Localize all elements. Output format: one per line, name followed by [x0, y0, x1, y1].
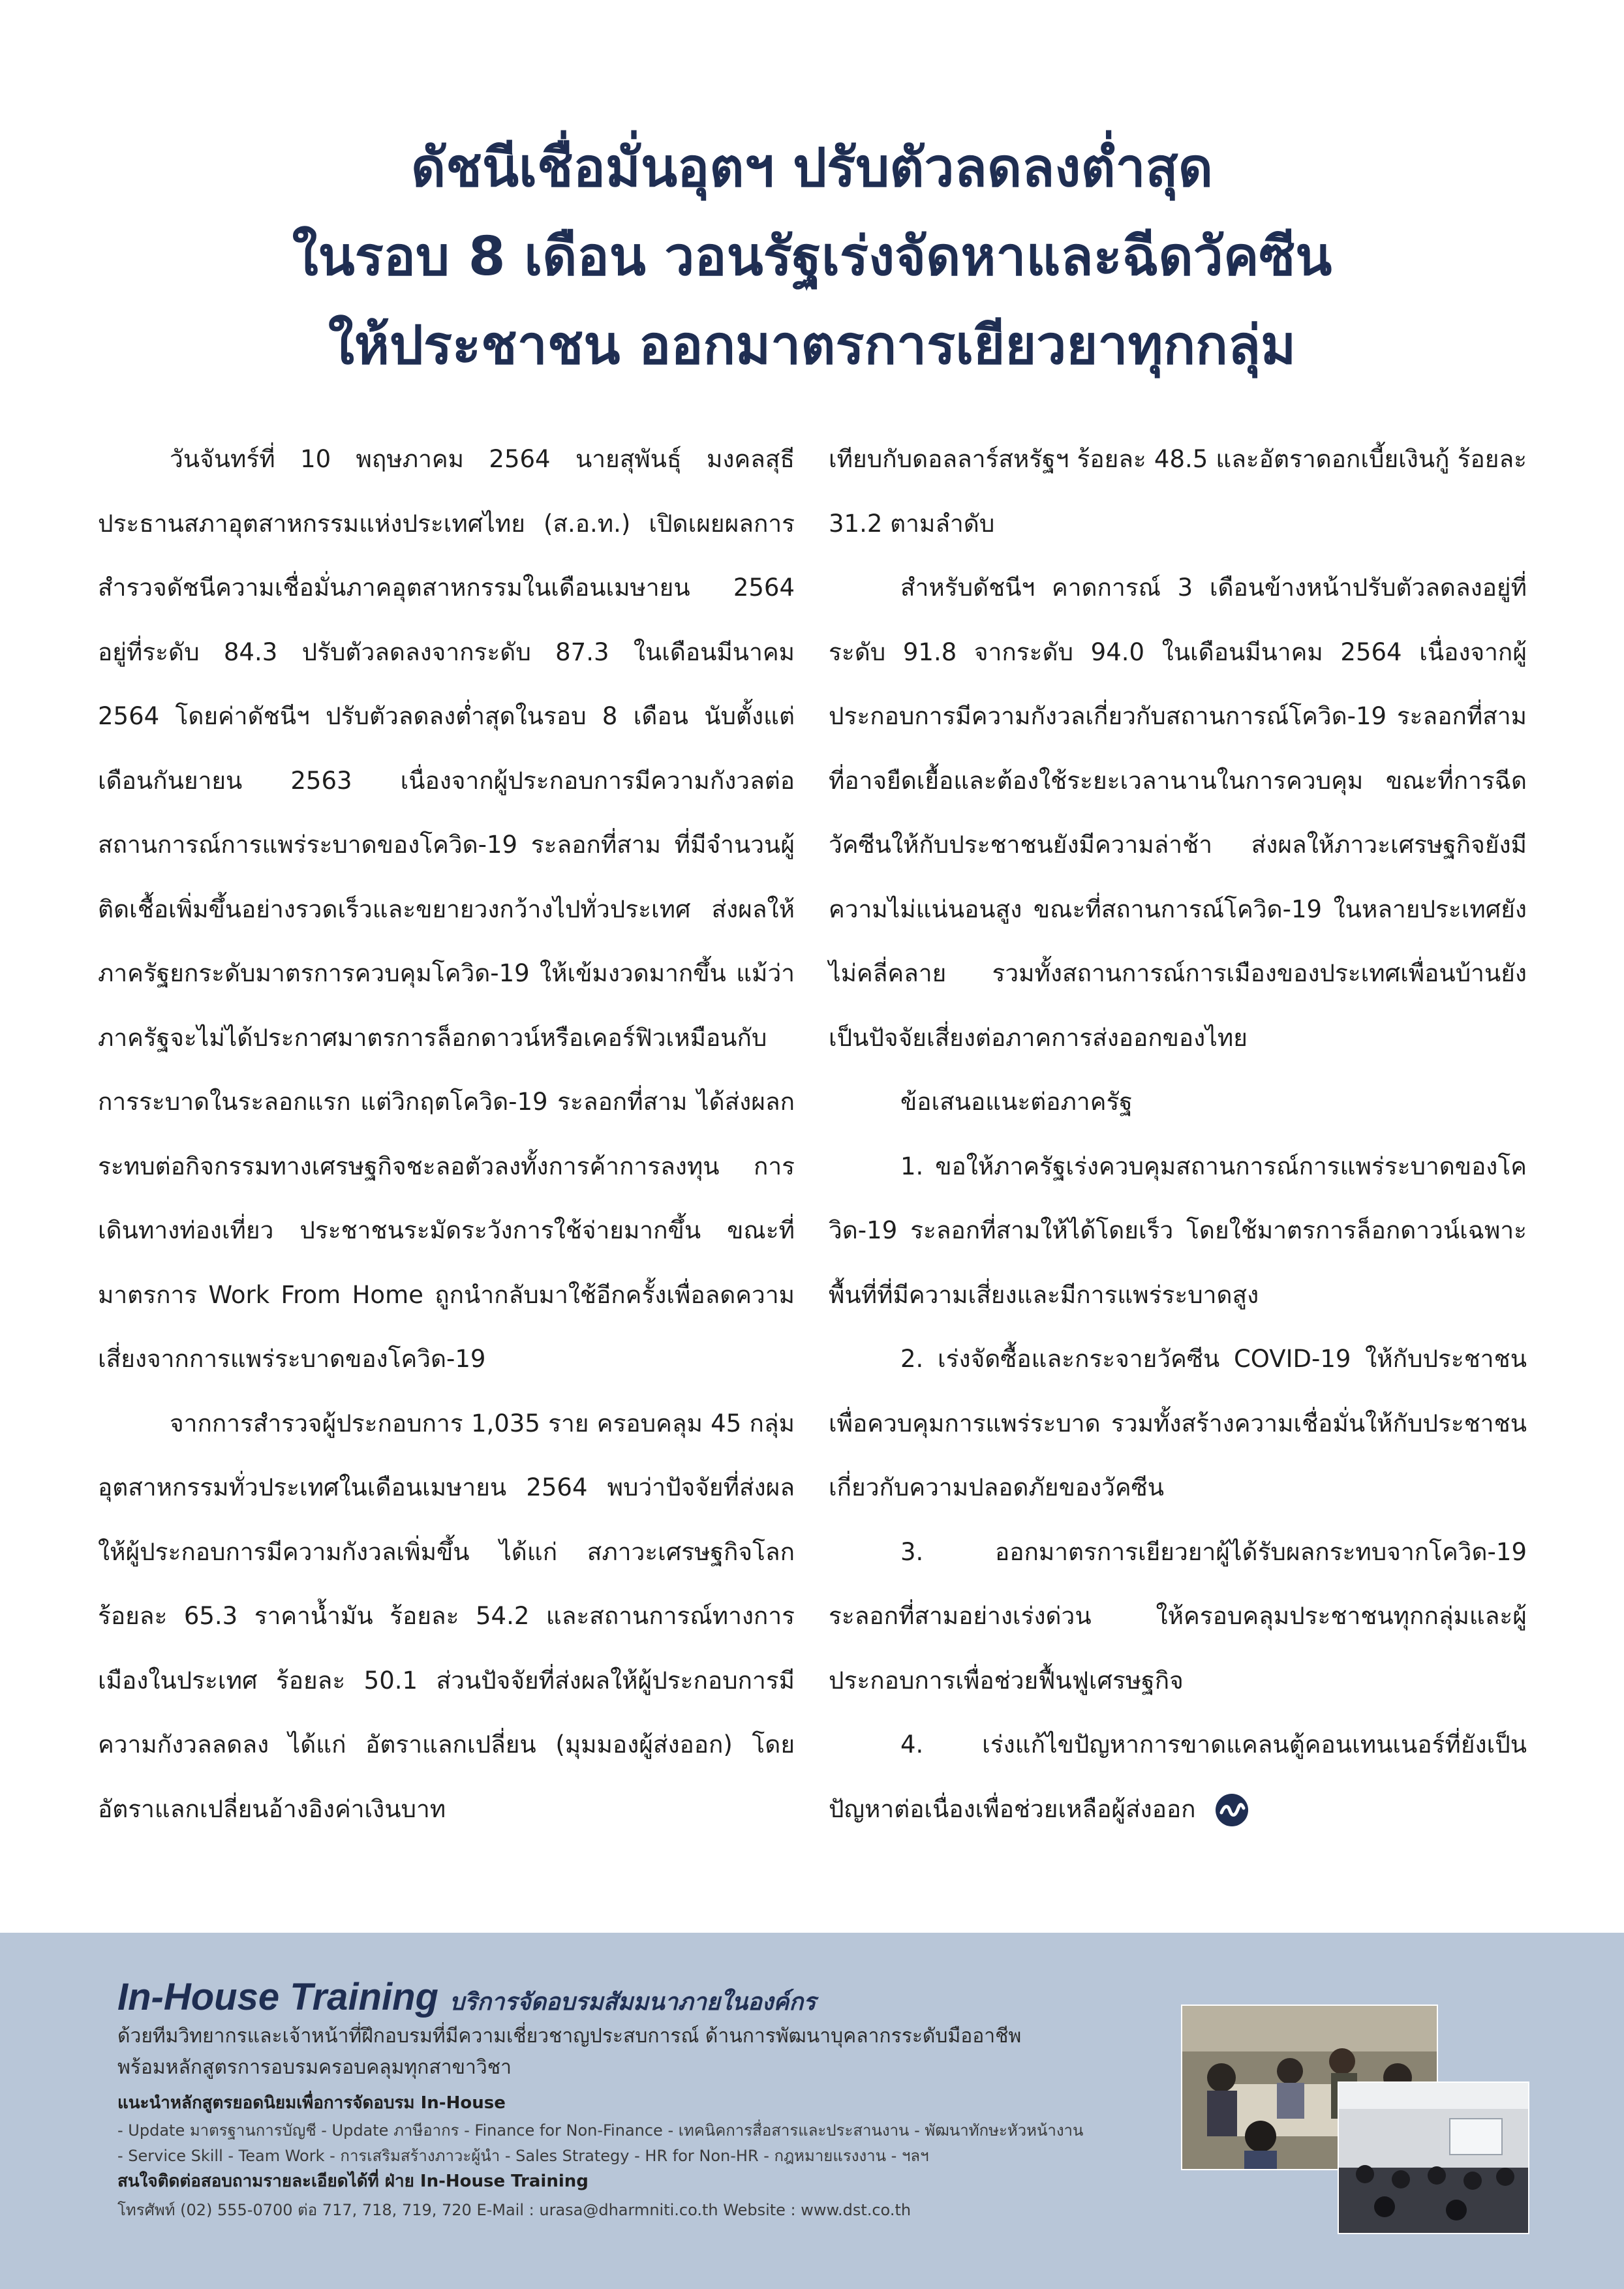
- title-line-3: ให้ประชาชน ออกมาตรการเยียวยาทุกกลุ่ม: [328, 315, 1296, 376]
- title-line-1: ดัชนีเชื่อมั่นอุตฯ ปรับตัวลดลงต่ำสุด: [411, 137, 1213, 199]
- recommendation-item: 1. ขอให้ภาครัฐเร่งควบคุมสถานการณ์การแพร่ระบาดของโควิด-19 ระลอกที่สามให้ได้โดยเร็ว โดยใช้มาตรการล็อกดาวน์เฉพาะพื้นที่ที่มีความเสี่ยงและมีการแพร่ระบาดสูง: [829, 1152, 1527, 1309]
- left-column: [98, 427, 795, 1841]
- recommendations-heading: ข้อเสนอแนะต่อภาครัฐ: [900, 1088, 1133, 1116]
- paragraph: สำหรับดัชนีฯ คาดการณ์ 3 เดือนข้างหน้าปรับตัวลดลงอยู่ที่ระดับ 91.8 จากระดับ 94.0 ในเดือนมีนาคม 2564 เนื่องจากผู้ประกอบการมีความกังวลเกี่ยวกับสถานการณ์โควิด-19 ระลอกที่สาม ที่อาจยืดเยื้อและต้องใช้ระยะเวลานานในการควบคุม ขณะที่การฉีดวัคซีนให้กับประชาชนยังมีความล่าช้า ส่งผลให้ภาวะเศรษฐกิจยังมีความไม่แน่นอนสูง ขณะที่สถานการณ์โควิด-19 ในหลายประเทศยังไม่คลี่คลาย รวมทั้งสถานการณ์การเมืองของประเทศเพื่อนบ้านยังเป็นปัจจัยเสี่ยงต่อภาคการส่งออกของไทย: [829, 574, 1527, 1052]
- course-list: - Service Skill - Team Work - การเสริมสร้างภาวะผู้นำ - Sales Strategy - HR for Non-HR - กฎหมายแรงงาน - ฯลฯ: [117, 2147, 929, 2165]
- footer-banner: [0, 1933, 1624, 2289]
- footer-heading: [117, 1975, 816, 2020]
- course-list: - Update มาตรฐานการบัญชี - Update ภาษีอากร - Finance for Non-Finance - เทคนิคการสื่อสารและประสานงาน - พัฒนาทักษะหัวหน้างาน: [117, 2121, 1084, 2140]
- contact-heading: สนใจติดต่อสอบถามรายละเอียดได้ที่ ฝ่าย In-House Training: [117, 2172, 589, 2191]
- recommendation-item-last: [829, 1713, 1527, 1841]
- paragraph: จากการสำรวจผู้ประกอบการ 1,035 ราย ครอบคลุม 45 กลุ่มอุตสาหกรรมทั่วประเทศในเดือนเมษายน 2564 พบว่าปัจจัยที่ส่งผลให้ผู้ประกอบการมีความกังวลเพิ่มขึ้น ได้แก่ สภาวะเศรษฐกิจโลก ร้อยละ 65.3 ราคาน้ำมัน ร้อยละ 54.2 และสถานการณ์ทางการเมืองในประเทศ ร้อยละ 50.1 ส่วนปัจจัยที่ส่งผลให้ผู้ประกอบการมีความกังวลลดลง ได้แก่ อัตราแลกเปลี่ยน (มุมมองผู้ส่งออก) โดยอัตราแลกเปลี่ยนอ้างอิงค่าเงินบาท: [98, 1409, 795, 1823]
- paragraph: เทียบกับดอลลาร์สหรัฐฯ ร้อยละ 48.5 และอัตราดอกเบี้ยเงินกู้ ร้อยละ 31.2 ตามลำดับ: [829, 445, 1527, 538]
- course-heading: แนะนำหลักสูตรยอดนิยมเพื่อการจัดอบรม In-House: [117, 2093, 506, 2113]
- footer-description: ด้วยทีมวิทยากรและเจ้าหน้าที่ฝึกอบรมที่มีความเชี่ยวชาญประสบการณ์ ด้านการพัฒนาบุคลากรระดับมืออาชีพ: [117, 2025, 1022, 2048]
- contact-info: โทรศัพท์ (02) 555-0700 ต่อ 717, 718, 719, 720 E-Mail : urasa@dharmniti.co.th Website : www.dst.co.th: [117, 2201, 912, 2219]
- paragraph: วันจันทร์ที่ 10 พฤษภาคม 2564 นายสุพันธุ์ มงคลสุธี ประธานสภาอุตสาหกรรมแห่งประเทศไทย (ส.อ.ท.) เปิดเผยผลการสำรวจดัชนีความเชื่อมั่นภาคอุตสาหกรรมในเดือนเมษายน 2564 อยู่ที่ระดับ 84.3 ปรับตัวลดลงจากระดับ 87.3 ในเดือนมีนาคม 2564 โดยค่าดัชนีฯ ปรับตัวลดลงต่ำสุดในรอบ 8 เดือน นับตั้งแต่เดือนกันยายน 2563 เนื่องจากผู้ประกอบการมีความกังวลต่อสถานการณ์การแพร่ระบาดของโควิด-19 ระลอกที่สาม ที่มีจำนวนผู้ติดเชื้อเพิ่มขึ้นอย่างรวดเร็วและขยายวงกว้างไปทั่วประเทศ ส่งผลให้ภาครัฐยกระดับมาตรการควบคุมโควิด-19 ให้เข้มงวดมากขึ้น แม้ว่าภาครัฐจะไม่ได้ประกาศมาตรการล็อกดาวน์หรือเคอร์ฟิวเหมือนกับการระบาดในระลอกแรก แต่วิกฤตโควิด-19 ระลอกที่สาม ได้ส่งผลกระทบต่อกิจกรรมทางเศรษฐกิจชะลอตัวลงทั้งการค้าการลงทุน การเดินทางท่องเที่ยว ประชาชนระมัดระวังการใช้จ่ายมากขึ้น ขณะที่มาตรการ Work From Home ถูกนำกลับมาใช้อีกครั้งเพื่อลดความเสี่ยงจากการแพร่ระบาดของโควิด-19: [98, 445, 795, 1373]
- wave-logo-icon: [1216, 1794, 1248, 1826]
- brand-name: In-House Training: [117, 1976, 438, 2018]
- recommendation-item: 2. เร่งจัดซื้อและกระจายวัคซีน COVID-19 ให้กับประชาชนเพื่อควบคุมการแพร่ระบาด รวมทั้งสร้างความเชื่อมั่นให้กับประชาชนเกี่ยวกับความปลอดภัยของวัคซีน: [829, 1345, 1527, 1501]
- title-line-2: ในรอบ 8 เดือน วอนรัฐเร่งจัดหาและฉีดวัคซีน: [292, 226, 1332, 288]
- seminar-photo-icon: [1338, 2082, 1529, 2234]
- recommendation-item-text: 4. เร่งแก้ไขปัญหาการขาดแคลนตู้คอนเทนเนอร์ที่ยังเป็นปัญหาต่อเนื่องเพื่อช่วยเหลือผู้ส่งออก: [829, 1730, 1527, 1823]
- right-column: [829, 427, 1527, 1841]
- brand-tagline: บริการจัดอบรมสัมมนาภายในองค์กร: [450, 1989, 816, 2016]
- recommendation-item: 3. ออกมาตรการเยียวยาผู้ได้รับผลกระทบจากโควิด-19 ระลอกที่สามอย่างเร่งด่วน ให้ครอบคลุมประชาชนทุกกลุ่มและผู้ประกอบการเพื่อช่วยฟื้นฟูเศรษฐกิจ: [829, 1537, 1527, 1695]
- footer-description: พร้อมหลักสูตรการอบรมครอบคลุมทุกสาขาวิชา: [117, 2056, 512, 2079]
- article-title: [0, 124, 1624, 390]
